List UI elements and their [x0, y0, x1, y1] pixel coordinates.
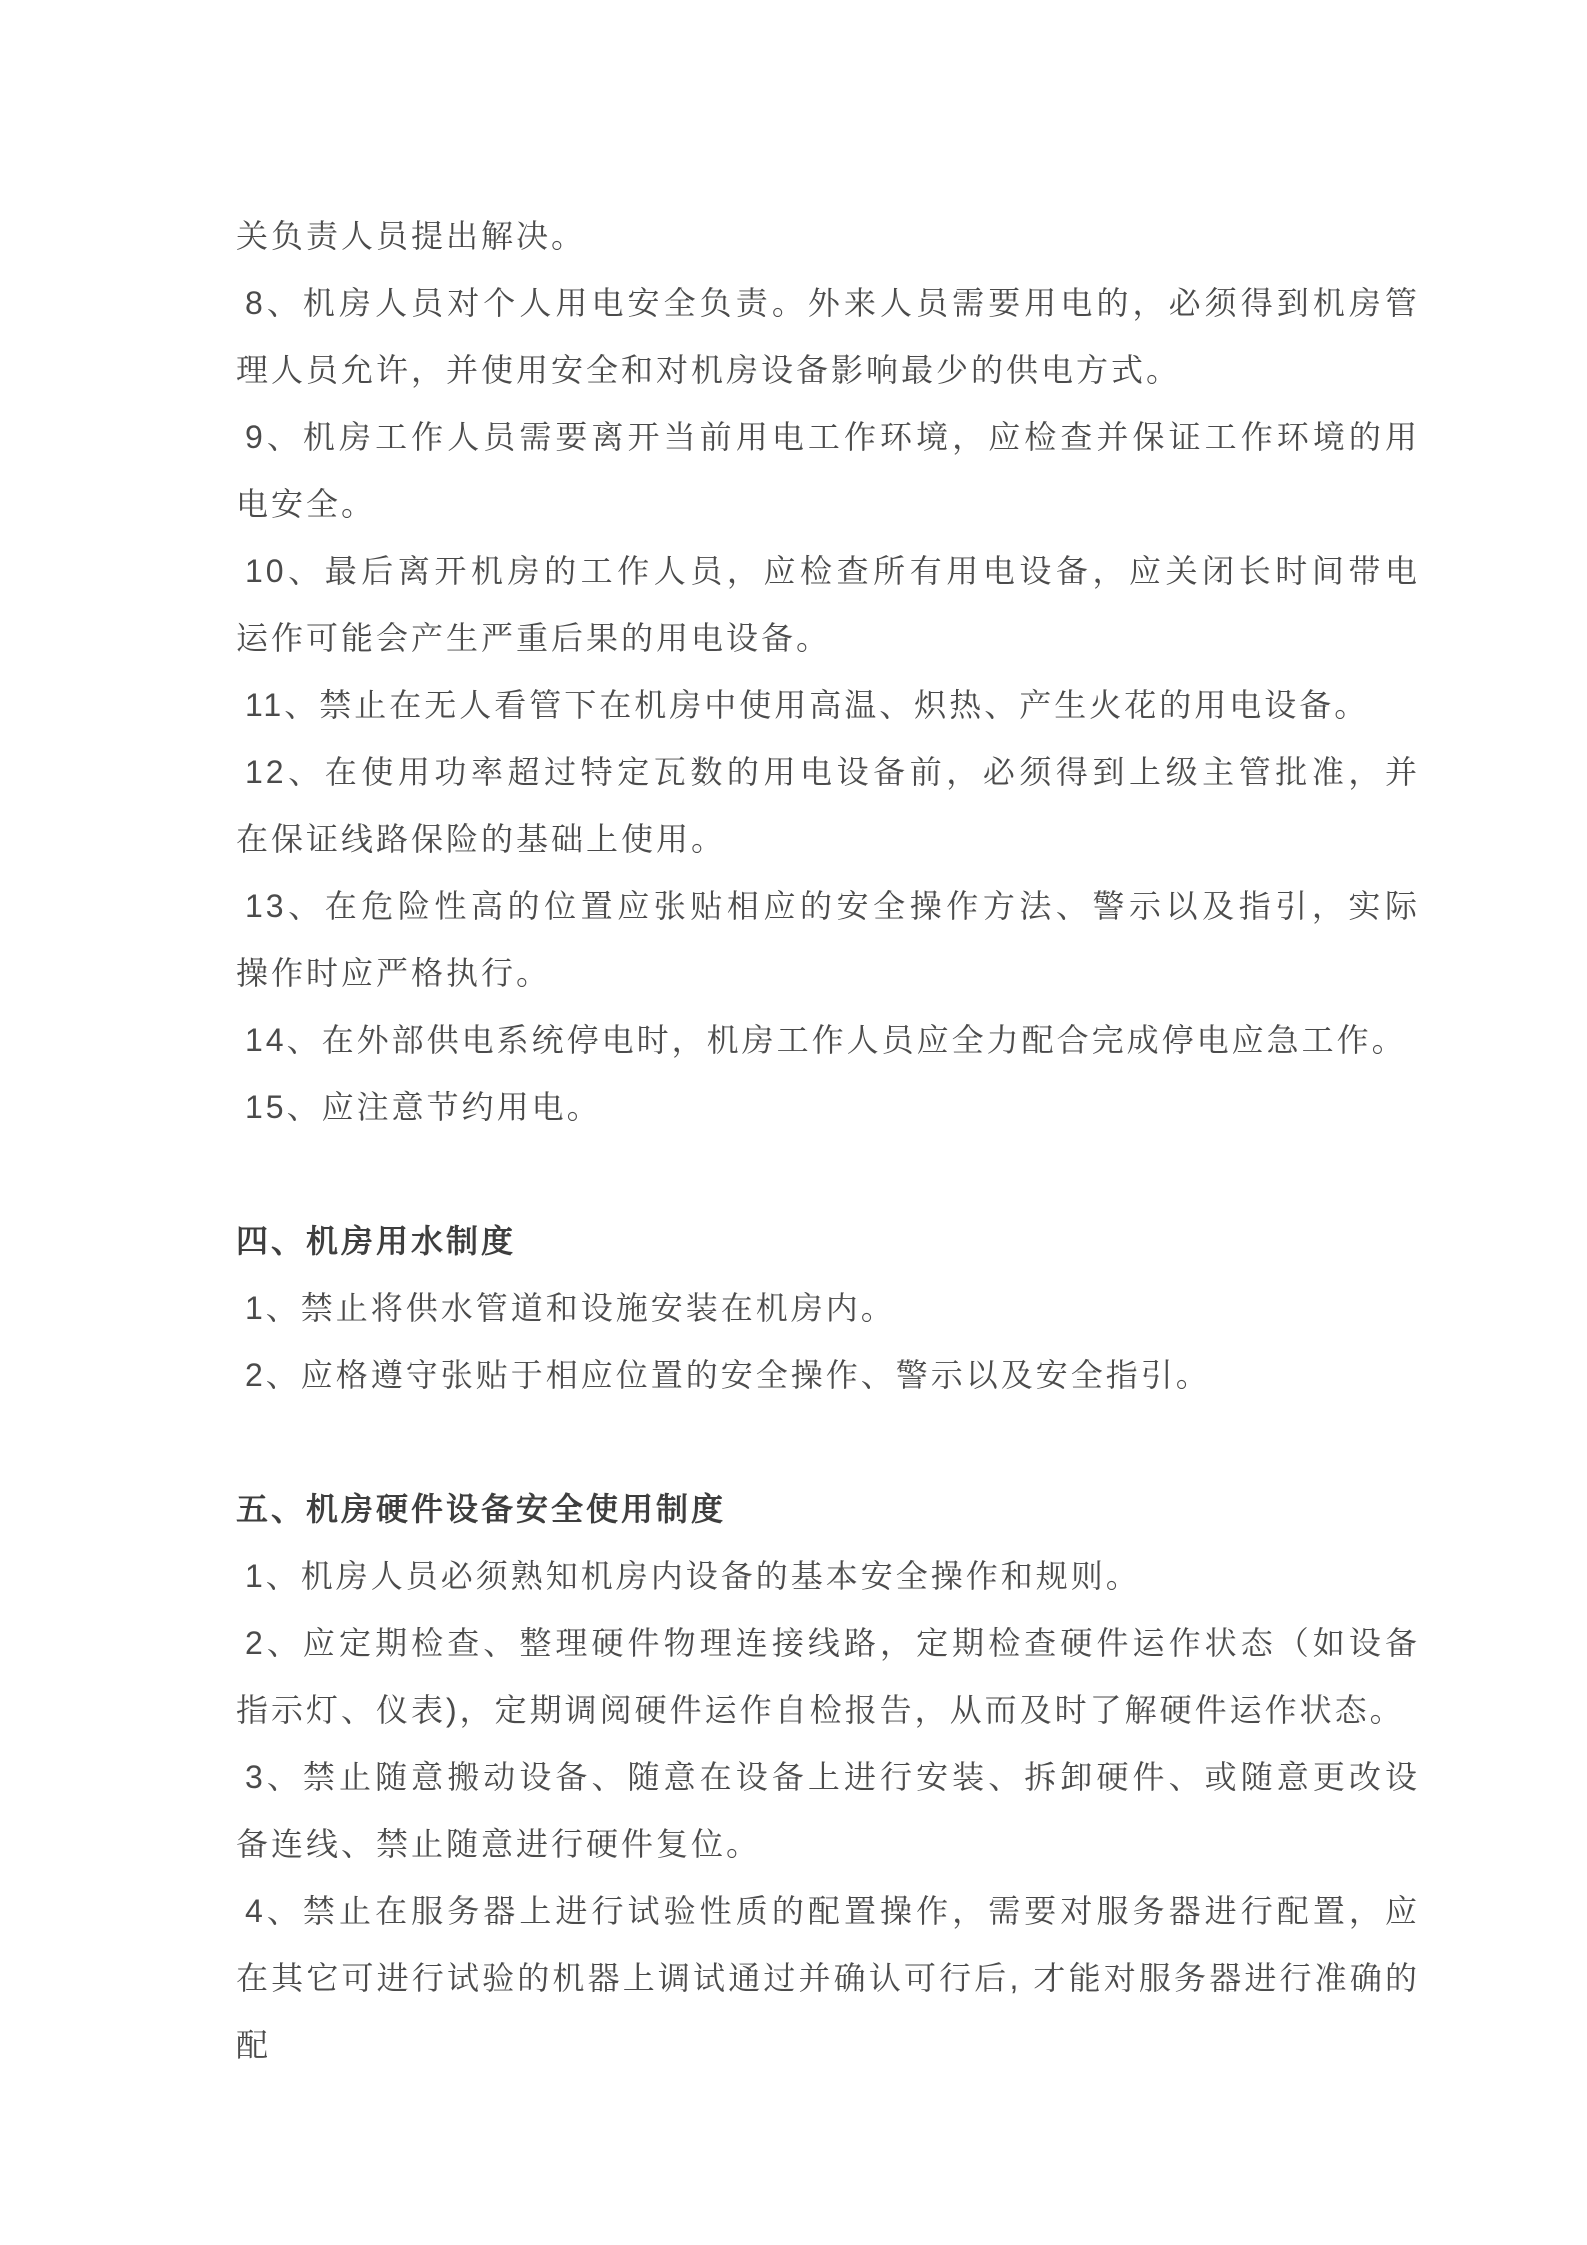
text-line: 关负责人员提出解决。 [236, 218, 587, 254]
paragraph [236, 1543, 1420, 1610]
text-line: 电安全。 [236, 486, 377, 522]
text-line: 指示灯、仪表)，定期调阅硬件运作自检报告，从而及时了解硬件运作状态。 [236, 1692, 1405, 1728]
paragraph [236, 1610, 1420, 1744]
paragraph [236, 203, 1420, 270]
paragraph [236, 1074, 1420, 1141]
paragraph [236, 1007, 1420, 1074]
text-line: 15、应注意节约用电。 [245, 1089, 602, 1125]
text-line: 9、机房工作人员需要离开当前用电工作环境，应检查并保证工作环境的用 [245, 419, 1420, 455]
paragraph [236, 404, 1420, 538]
paragraph [236, 538, 1420, 672]
paragraph [236, 672, 1420, 739]
text-line: 在其它可进行试验的机器上调试通过并确认可行后, 才能对服务器进行准确的配 [236, 1960, 1420, 2063]
text-line: 备连线、禁止随意进行硬件复位。 [236, 1826, 762, 1862]
section-heading: 四、机房用水制度 [236, 1223, 517, 1259]
text-line: 8、机房人员对个人用电安全负责。外来人员需要用电的，必须得到机房管 [245, 285, 1420, 321]
text-line: 4、禁止在服务器上进行试验性质的配置操作，需要对服务器进行配置，应 [245, 1893, 1420, 1929]
text-line: 2、应格遵守张贴于相应位置的安全操作、警示以及安全指引。 [245, 1357, 1211, 1393]
text-line: 11、禁止在无人看管下在机房中使用高温、炽热、产生火花的用电设备。 [245, 687, 1370, 723]
text-line: 1、机房人员必须熟知机房内设备的基本安全操作和规则。 [245, 1558, 1141, 1594]
text-line: 13、在危险性高的位置应张贴相应的安全操作方法、警示以及指引，实际 [245, 888, 1420, 924]
text-line: 12、在使用功率超过特定瓦数的用电设备前，必须得到上级主管批准，并 [245, 754, 1420, 790]
section-heading: 五、机房硬件设备安全使用制度 [236, 1491, 727, 1527]
text-line: 1、禁止将供水管道和设施安装在机房内。 [245, 1290, 896, 1326]
text-line: 运作可能会产生严重后果的用电设备。 [236, 620, 832, 656]
paragraph [236, 873, 1420, 1007]
paragraph [236, 739, 1420, 873]
paragraph [236, 270, 1420, 404]
document-content [236, 203, 1420, 2079]
text-line: 14、在外部供电系统停电时，机房工作人员应全力配合完成停电应急工作。 [245, 1022, 1407, 1058]
paragraph [236, 1275, 1420, 1342]
paragraph [236, 1744, 1420, 1878]
text-line: 3、禁止随意搬动设备、随意在设备上进行安装、拆卸硬件、或随意更改设 [245, 1759, 1420, 1795]
paragraph [236, 1342, 1420, 1409]
paragraph [236, 1878, 1420, 2079]
text-line: 在保证线路保险的基础上使用。 [236, 821, 727, 857]
text-line: 理人员允许，并使用安全和对机房设备影响最少的供电方式。 [236, 352, 1182, 388]
text-line: 2、应定期检查、整理硬件物理连接线路，定期检查硬件运作状态（如设备 [245, 1625, 1420, 1661]
text-line: 10、最后离开机房的工作人员，应检查所有用电设备，应关闭长时间带电 [245, 553, 1420, 589]
text-line: 操作时应严格执行。 [236, 955, 552, 991]
